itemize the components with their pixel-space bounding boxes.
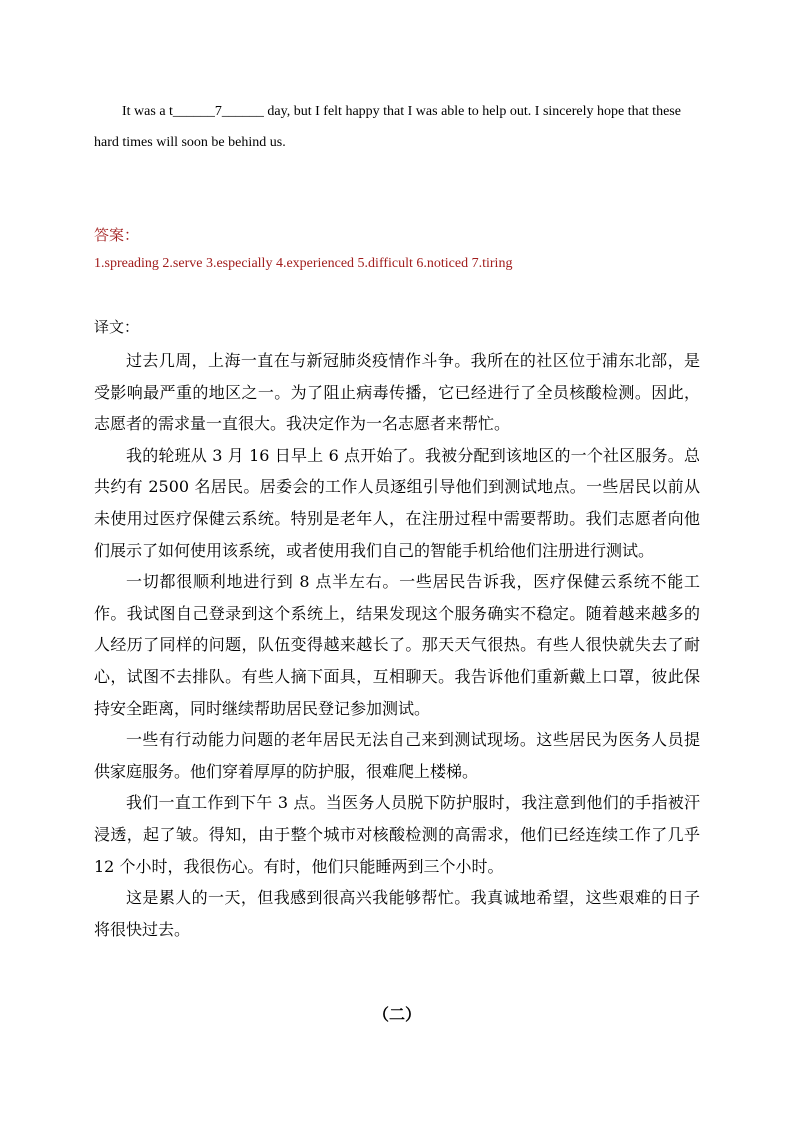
translation-paragraph: 我们一直工作到下午 3 点。当医务人员脱下防护服时，我注意到他们的手指被汗浸透，起了皱。得知，由于整个城市对核酸检测的高需求，他们已经连续工作了几乎 12 个小时，我很伤心。有时，他们只能睡两到三个小时。 — [94, 793, 700, 876]
translation-paragraph: 过去几周，上海一直在与新冠肺炎疫情作斗争。我所在的社区位于浦东北部，是受影响最严重的地区之一。为了阻止病毒传播，它已经进行了全员核酸检测。因此，志愿者的需求量一直很大。我决定作为一名志愿者来帮忙。 — [94, 351, 700, 434]
translation-paragraph: 一些有行动能力问题的老年居民无法自己来到测试现场。这些居民为医务人员提供家庭服务。他们穿着厚厚的防护服，很难爬上楼梯。 — [94, 730, 700, 781]
translation-body — [94, 345, 700, 945]
translation-paragraph: 一切都很顺利地进行到 8 点半左右。一些居民告诉我，医疗保健云系统不能工作。我试图自己登录到这个系统上，结果发现这个服务确实不稳定。随着越来越多的人经历了同样的问题，队伍变得越来越长了。那天天气很热。有些人很快就失去了耐心，试图不去排队。有些人摘下面具，互相聊天。我告诉他们重新戴上口罩，彼此保持安全距离，同时继续帮助居民登记参加测试。 — [94, 572, 700, 718]
section-heading: （二） — [372, 1005, 421, 1024]
passage-ending-text: It was a t______7______ day, but I felt happy that I was able to help out. I sincerely hope that these hard times will soon be behind us. — [94, 104, 681, 150]
passage-ending — [94, 96, 698, 158]
translation-heading: 译文： — [94, 318, 140, 336]
translation-paragraph: 我的轮班从 3 月 16 日早上 6 点开始了。我被分配到该地区的一个社区服务。总共约有 2500 名居民。居委会的工作人员逐组引导他们到测试地点。一些居民以前从未使用过医疗保健云系统。特别是老年人，在注册过程中需要帮助。我们志愿者向他们展示了如何使用该系统，或者使用我们自己的智能手机给他们注册进行测试。 — [94, 445, 700, 560]
translation-paragraph: 这是累人的一天，但我感到很高兴我能够帮忙。我真诚地希望，这些艰难的日子将很快过去。 — [94, 888, 700, 939]
answer-heading: 答案： — [94, 226, 140, 244]
answer-key: 1.spreading 2.serve 3.especially 4.experienced 5.difficult 6.noticed 7.tiring — [94, 256, 513, 271]
